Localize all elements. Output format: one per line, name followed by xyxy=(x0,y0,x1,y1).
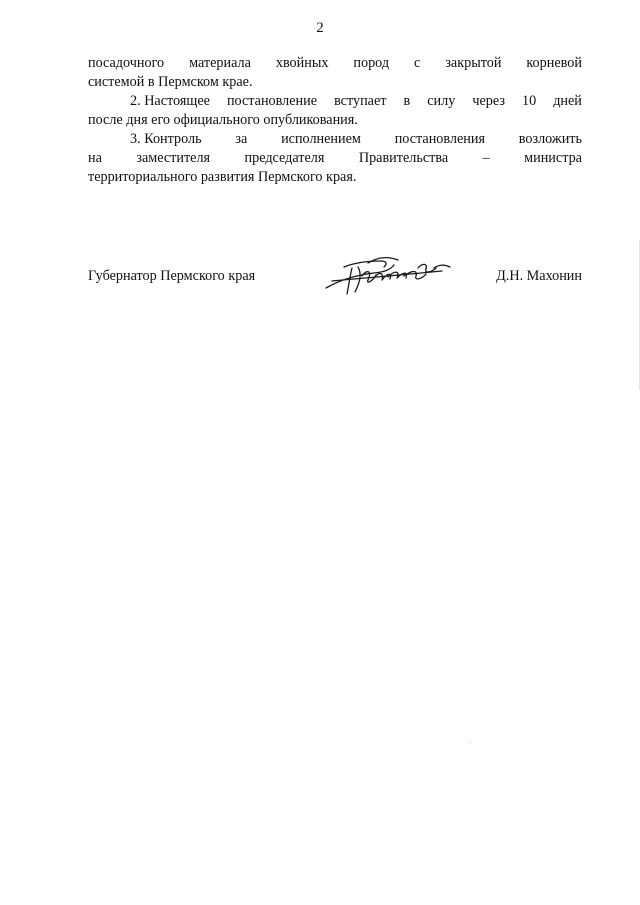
word: заместителя xyxy=(136,150,211,166)
signatory-title: Губернатор Пермского края xyxy=(88,268,256,284)
word: материала xyxy=(189,55,251,71)
word: 10 xyxy=(521,93,537,109)
word: корневой xyxy=(526,55,582,71)
signatory-name: Д.Н. Махонин xyxy=(496,268,582,284)
paragraph-3-line-1 xyxy=(88,130,582,149)
signature-block xyxy=(88,268,582,308)
word: министра xyxy=(524,150,582,166)
word: силу xyxy=(427,93,456,109)
word: 2. Настоящее xyxy=(130,93,210,109)
word: в xyxy=(403,93,411,109)
word: постановление xyxy=(226,93,318,109)
word: через xyxy=(472,93,505,109)
word: – xyxy=(482,150,490,166)
word: с xyxy=(414,55,421,71)
word: посадочного xyxy=(88,55,165,71)
paragraph-1-line-2: системой в Пермском крае. xyxy=(88,74,253,90)
handwritten-signature xyxy=(322,248,452,298)
paragraph-3-line-3: территориального развития Пермского края. xyxy=(88,169,357,185)
word: возложить xyxy=(518,131,582,147)
page-number: 2 xyxy=(316,20,324,36)
document-body xyxy=(88,54,582,187)
word: дней xyxy=(553,93,582,109)
paragraph-1-line-1 xyxy=(88,54,582,73)
word: вступает xyxy=(334,93,387,109)
paragraph-2-line-1 xyxy=(88,92,582,111)
word: на xyxy=(88,150,102,166)
word: хвойных xyxy=(275,55,329,71)
word: Правительства xyxy=(358,150,449,166)
scan-speck xyxy=(470,742,471,743)
word: 3. Контроль xyxy=(130,131,202,147)
word: пород xyxy=(353,55,390,71)
paragraph-2-line-2: после дня его официального опубликования. xyxy=(88,112,358,128)
word: закрытой xyxy=(445,55,502,71)
word: исполнением xyxy=(281,131,361,147)
word: за xyxy=(235,131,248,147)
word: председателя xyxy=(244,150,325,166)
paragraph-3-line-2 xyxy=(88,149,582,168)
word: постановления xyxy=(394,131,485,147)
